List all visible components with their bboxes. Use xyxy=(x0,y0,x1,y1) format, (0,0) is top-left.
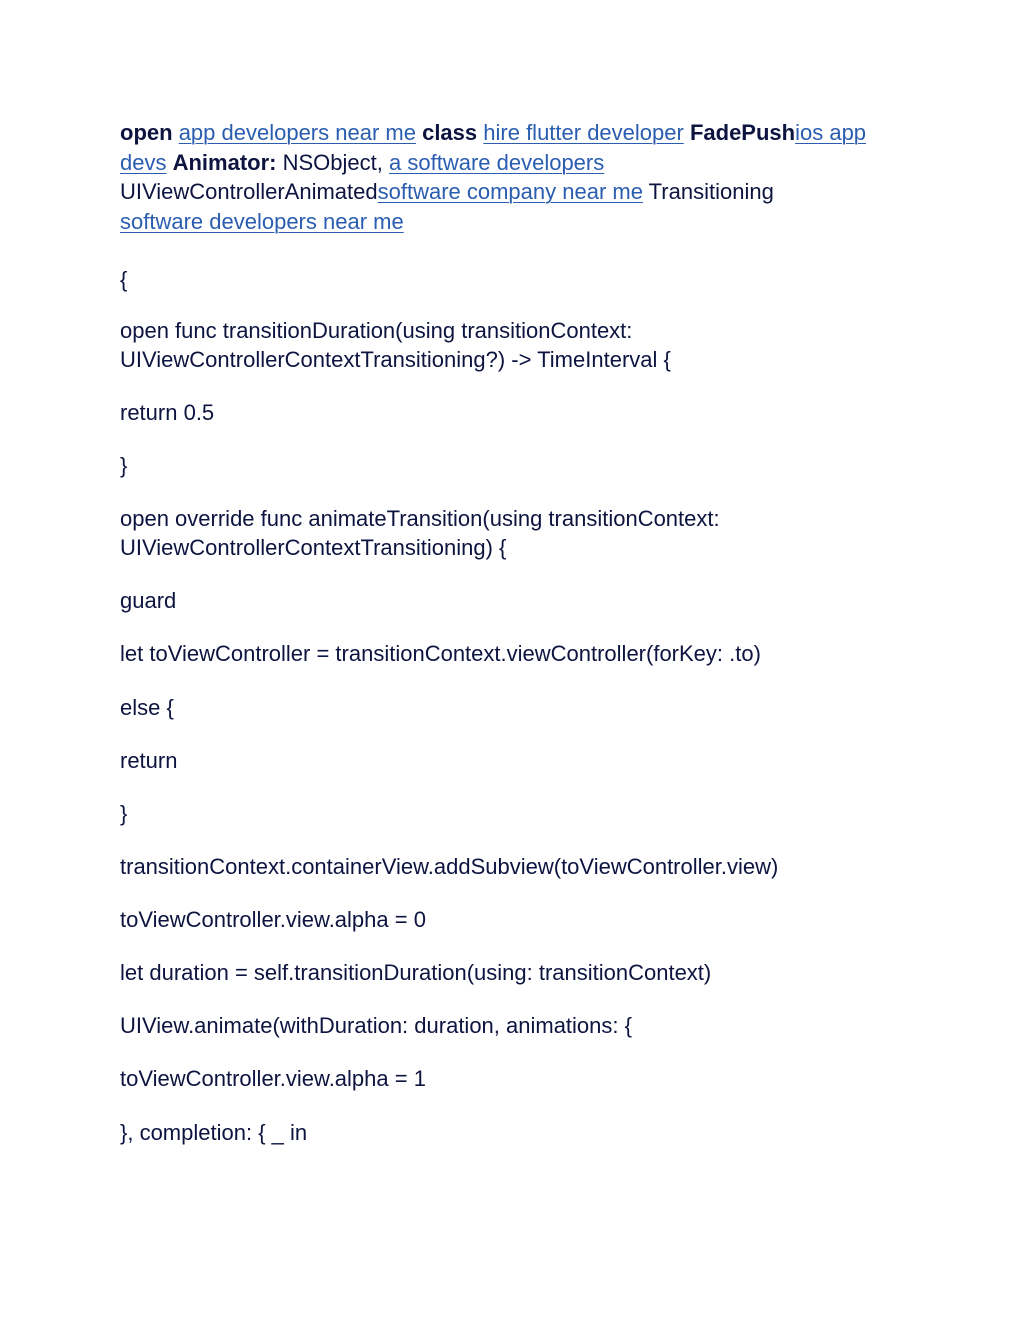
code-line: open override func animateTransition(using transitionContext: UIViewControllerContextTransitioning) { xyxy=(120,506,720,560)
link-software-company-near-me[interactable]: software company near me xyxy=(377,179,643,204)
code-line: let toViewController = transitionContext.viewController(forKey: .to) xyxy=(120,641,761,666)
link-ios-app-devs[interactable]: ios app devs xyxy=(120,120,867,175)
link-a-software-developers[interactable]: a software developers xyxy=(389,149,605,175)
code-line: open func transitionDuration(using transitionContext: UIViewControllerContextTransitioning?) -> TimeInterval { xyxy=(120,318,671,372)
link-app-developers-near-me[interactable]: app developers near me xyxy=(178,120,416,145)
keyword-open: open xyxy=(120,120,173,145)
keyword-class: class xyxy=(422,120,478,145)
link-software-developers-near-me[interactable]: software developers near me xyxy=(120,208,404,234)
text-nsobject: NSObject, xyxy=(282,149,383,175)
keyword-fadepush: FadePush xyxy=(689,120,796,145)
code-line: } xyxy=(120,453,128,478)
code-line: toViewController.view.alpha = 0 xyxy=(120,907,426,932)
code-line: UIView.animate(withDuration: duration, animations: { xyxy=(120,1013,632,1038)
code-line: transitionContext.containerView.addSubview(toViewController.view) xyxy=(120,854,779,879)
keyword-animator: Animator: xyxy=(172,149,277,175)
code-line: }, completion: { _ in xyxy=(120,1120,308,1145)
code-line: { xyxy=(120,267,128,292)
text-uiviewcontroller-animated: UIViewControllerAnimated xyxy=(120,179,378,204)
code-line: toViewController.view.alpha = 1 xyxy=(120,1066,426,1091)
intro-paragraph xyxy=(120,118,910,236)
code-line: guard xyxy=(120,588,177,613)
code-line: let duration = self.transitionDuration(using: transitionContext) xyxy=(120,960,712,985)
text-transitioning: Transitioning xyxy=(648,179,774,204)
link-hire-flutter-developer[interactable]: hire flutter developer xyxy=(483,120,684,145)
code-line: else { xyxy=(120,695,174,720)
code-line: return xyxy=(120,748,178,773)
code-line: return 0.5 xyxy=(120,400,215,425)
code-line: } xyxy=(120,801,128,826)
